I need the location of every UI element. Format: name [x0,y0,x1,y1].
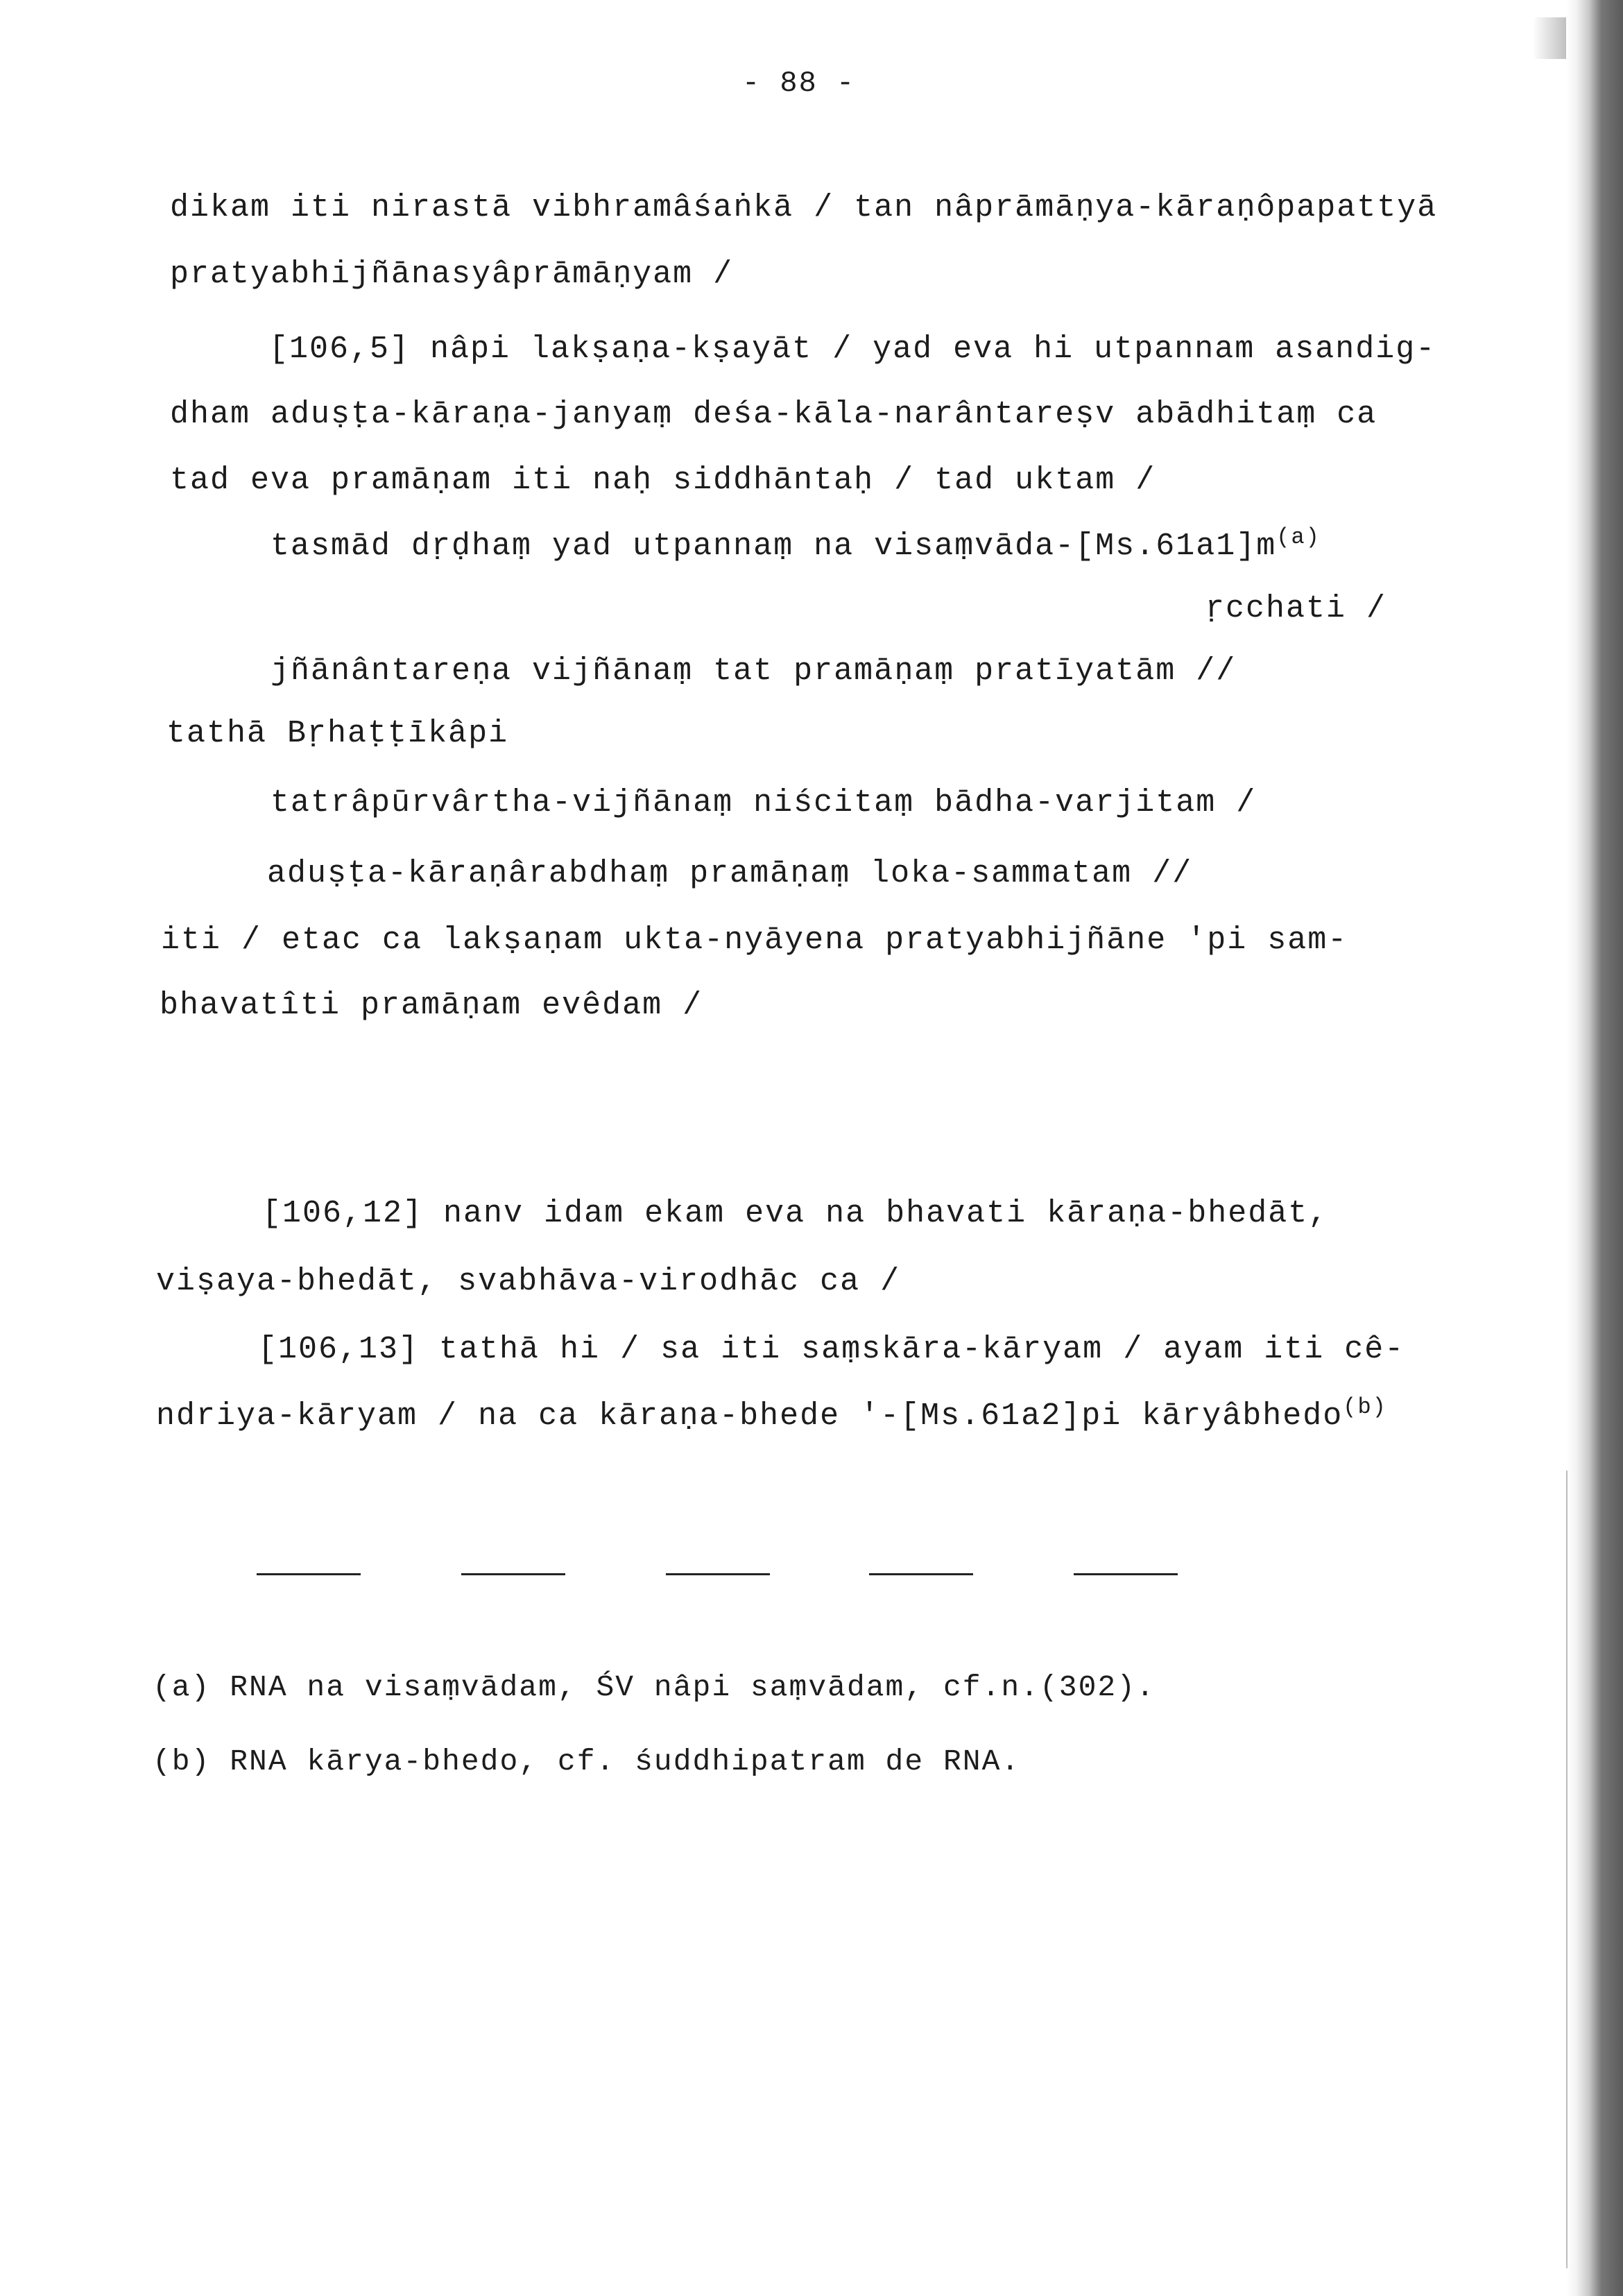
note-marker-a: (a) [1276,524,1321,550]
text-line: [106,12] nanv idam ekam eva na bhavati kāraṇa-bhedāt, [262,1196,1329,1231]
verse-text: tasmād dṛḍhaṃ yad utpannaṃ na visaṃvāda-[Ms.61a1]m [270,529,1277,564]
text-line: bhavatîti pramāṇam evêdam / [160,988,703,1023]
verse-line: aduṣṭa-kāraṇârabdhaṃ pramāṇaṃ loka-sammatam // [267,856,1193,891]
text-line: tad eva pramāṇam iti naḥ siddhāntaḥ / tad uktam / [170,463,1156,498]
text-line: [106,5] nâpi lakṣaṇa-kṣayāt / yad eva hi utpannam asandig- [269,332,1436,367]
text-line: dham aduṣṭa-kāraṇa-janyaṃ deśa-kāla-narântareṣv abādhitaṃ ca [170,397,1377,432]
scan-margin-line [1566,1471,1568,2268]
text-line [156,1394,1387,1436]
text-line: viṣaya-bhedāt, svabhāva-virodhāc ca / [156,1264,901,1299]
page-number: - 88 - [742,67,856,100]
text-line: iti / etac ca lakṣaṇam ukta-nyāyena pratyabhijñāne 'pi sam- [161,923,1348,958]
separator-dash [1074,1573,1178,1575]
verse-continuation: ṛcchati / [1205,591,1387,626]
text-line: [106,13] tathā hi / sa iti saṃskāra-kāryam / ayam iti cê- [258,1332,1405,1367]
footnote-b: (b) RNA kārya-bhedo, cf. śuddhipatram de RNA. [153,1745,1021,1779]
line-text: ndriya-kāryam / na ca kāraṇa-bhede '-[Ms.61a2]pi kāryâbhedo [156,1398,1343,1434]
separator-dash [257,1573,361,1575]
separator-dash [869,1573,973,1575]
text-line: tathā Bṛhaṭṭīkâpi [166,716,509,751]
footnote-a: (a) RNA na visaṃvādam, ŚV nâpi saṃvādam, cf.n.(302). [153,1670,1156,1704]
separator-dash [666,1573,770,1575]
verse-line: tatrâpūrvârtha-vijñānaṃ niścitaṃ bādha-varjitam / [270,785,1257,821]
separator-dash [461,1573,565,1575]
scan-edge-shadow [1566,0,1623,2296]
verse-line [270,524,1321,566]
verse-line: jñānântareṇa vijñānaṃ tat pramāṇaṃ pratīyatām // [270,653,1237,689]
text-line: dikam iti nirastā vibhramâśaṅkā / tan nâprāmāṇya-kāraṇôpapattyā [170,190,1438,225]
text-line: pratyabhijñānasyâprāmāṇyam / [170,257,734,292]
note-marker-b: (b) [1343,1394,1387,1420]
